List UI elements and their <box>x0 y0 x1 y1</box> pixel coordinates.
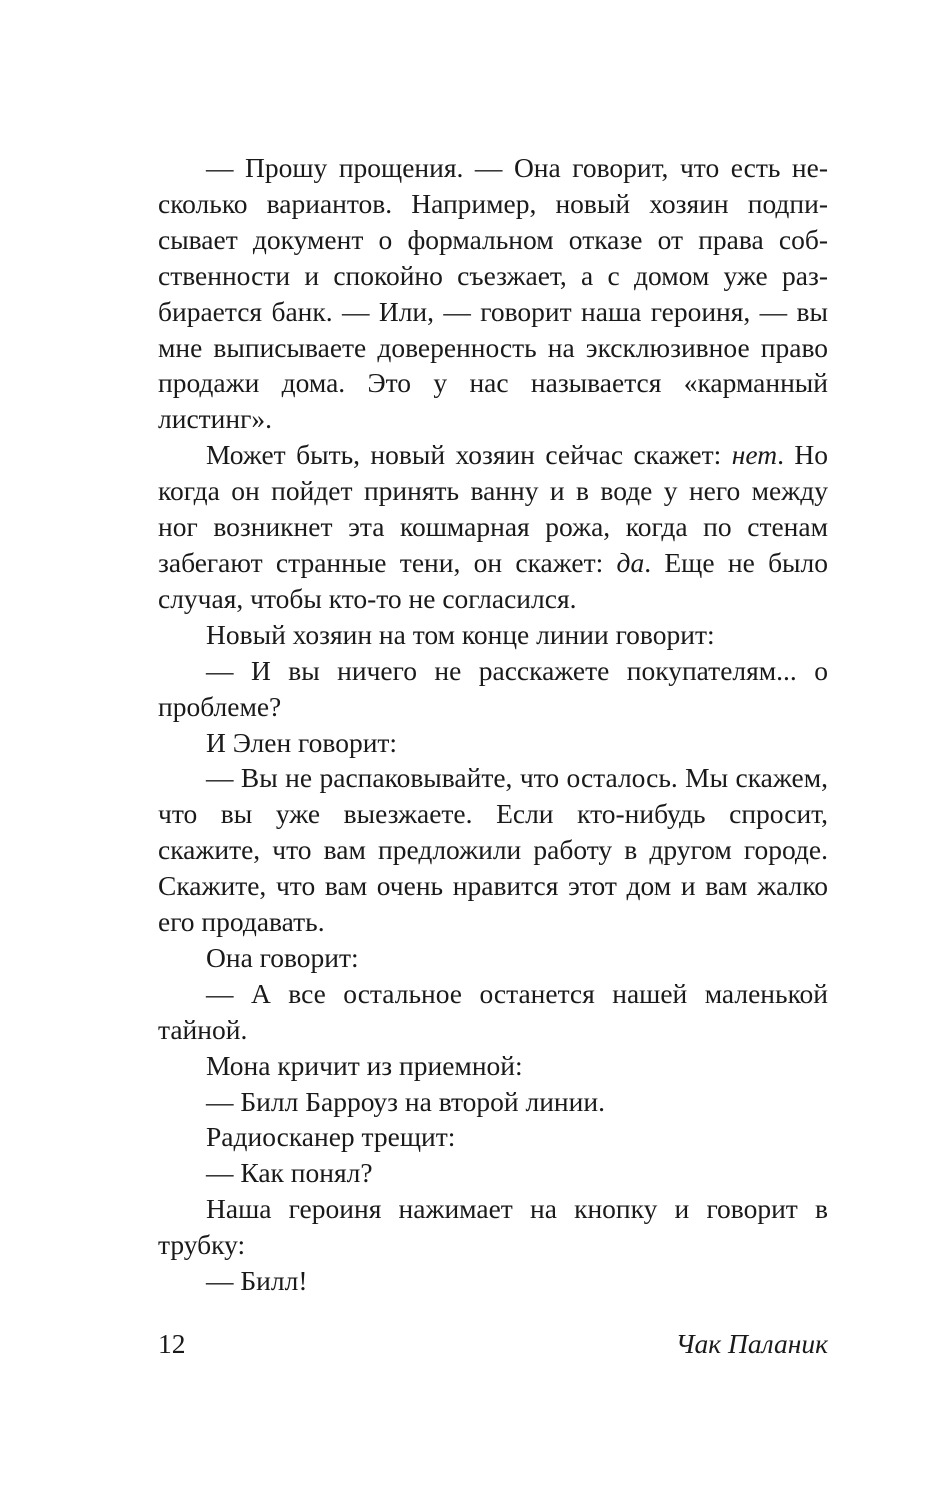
dialogue-line: — Вы не распаковывайте, что осталось. Мы скажем, что вы уже выезжаете. Если кто-нибудь спросит, скажите, что вам предложили работу в другом городе. Скажите, что вам очень нравится этот дом и вам жалко его продавать. <box>158 762 828 938</box>
dialogue-line: — А все остальное останется нашей маленькой тайной. <box>158 977 828 1045</box>
dialogue-line: — Билл! <box>206 1265 308 1297</box>
paragraph: — Прошу прощения. — Она говорит, что есть несколько вариантов. Например, новый хозяин подписывает документ о формальном отказе от права собственности и спокойно съезжает, а с домом уже разбирается банк. — Или, — говорит наша героиня, — вы мне выписываете доверенность на эксклюзивное право продажи дома. Это у нас называется «карманный листинг». <box>158 152 828 435</box>
dialogue-line: — Как понял? <box>206 1157 373 1189</box>
paragraph: И Элен говорит: <box>206 726 398 758</box>
paragraph: Мона кричит из приемной: <box>206 1049 523 1081</box>
text-run: . Но когда он пойдет принять ванну и в воде у него между ног возникнет эта кошмарная рожа, когда по стенам забегают странные тени, он скажет: <box>158 439 828 578</box>
emphasis: нет <box>731 439 778 471</box>
paragraph <box>158 437 828 617</box>
emphasis: да <box>616 546 645 578</box>
dialogue-line: — И вы ничего не расскажете покупателям... о проблеме? <box>158 654 828 722</box>
text-run: Может быть, новый хозяин сейчас скажет: <box>206 439 732 471</box>
paragraph: Она говорит: <box>206 941 359 973</box>
paragraph: Наша героиня нажимает на кнопку и говорит в трубку: <box>158 1193 828 1261</box>
dialogue-line: — Билл Барроуз на второй линии. <box>206 1085 605 1117</box>
text-run: . Еще не было случая, чтобы кто-то не согласился. <box>158 546 829 614</box>
paragraph: Новый хозяин на том конце линии говорит: <box>206 618 715 650</box>
paragraph: Радиосканер трещит: <box>206 1121 456 1153</box>
running-footer-author: Чак Паланик <box>675 1328 828 1359</box>
body-text <box>158 150 828 1299</box>
page-number: 12 <box>158 1328 186 1359</box>
